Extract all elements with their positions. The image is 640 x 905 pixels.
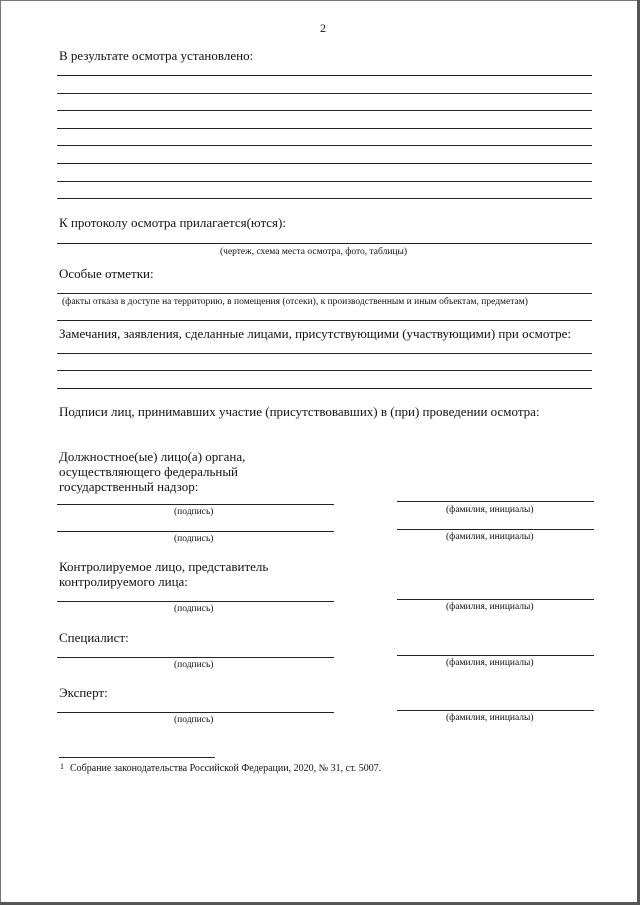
- special-notes-label: Особые отметки:: [59, 266, 154, 281]
- footnote-separator: [59, 757, 215, 758]
- page-number: 2: [320, 21, 326, 35]
- official-label-line-2: осуществляющего федеральный: [59, 464, 239, 479]
- results-line-8: [57, 198, 592, 199]
- results-label: В результате осмотра установлено:: [59, 48, 254, 63]
- special-notes-line-2: [57, 320, 592, 321]
- official-signature-line-2: [57, 531, 334, 532]
- results-line-6: [57, 163, 592, 164]
- controlled-label-line-1: Контролируемое лицо, представитель: [59, 559, 269, 574]
- official-signature-line-1: [57, 504, 334, 505]
- remarks-line-3: [57, 388, 592, 389]
- specialist-label: Специалист:: [59, 630, 129, 645]
- specialist-name-line: [397, 655, 594, 656]
- expert-name-line: [397, 710, 594, 711]
- signatures-label: Подписи лиц, принимавших участие (присутствовавших) в (при) проведении осмотра:: [59, 404, 540, 419]
- attachments-label: К протоколу осмотра прилагается(ются):: [59, 215, 286, 230]
- remarks-line-2: [57, 370, 592, 371]
- attachments-hint: (чертеж, схема места осмотра, фото, таблицы): [220, 247, 408, 257]
- controlled-label-line-2: контролируемого лица:: [59, 574, 188, 589]
- results-line-4: [57, 128, 592, 129]
- expert-label: Эксперт:: [59, 685, 108, 700]
- remarks-label: Замечания, заявления, сделанные лицами, присутствующими (участвующими) при осмотре:: [59, 326, 571, 341]
- official-label-line-1: Должностное(ые) лицо(а) органа,: [59, 449, 246, 464]
- official-name-line-2: [397, 529, 594, 530]
- name-hint: (фамилия, инициалы): [446, 602, 534, 612]
- name-hint: (фамилия, инициалы): [446, 713, 534, 723]
- controlled-name-line: [397, 599, 594, 600]
- footnote-text: Собрание законодательства Российской Федерации, 2020, № 31, ст. 5007.: [70, 763, 382, 774]
- special-notes-hint: (факты отказа в доступе на территорию, в помещения (отсеки), к производственным и иным объектам, предметам): [62, 297, 528, 307]
- name-hint: (фамилия, инициалы): [446, 532, 534, 542]
- signature-hint: (подпись): [174, 507, 214, 517]
- attachments-line: [57, 243, 592, 244]
- results-line-7: [57, 181, 592, 182]
- expert-signature-line: [57, 712, 334, 713]
- results-line-1: [57, 75, 592, 76]
- signature-hint: (подпись): [174, 715, 214, 725]
- special-notes-line: [57, 293, 592, 294]
- controlled-signature-line: [57, 601, 334, 602]
- name-hint: (фамилия, инициалы): [446, 658, 534, 668]
- results-line-3: [57, 110, 592, 111]
- results-line-5: [57, 145, 592, 146]
- specialist-signature-line: [57, 657, 334, 658]
- official-label-line-3: государственный надзор:: [59, 479, 199, 494]
- official-name-line-1: [397, 501, 594, 502]
- results-line-2: [57, 93, 592, 94]
- name-hint: (фамилия, инициалы): [446, 505, 534, 515]
- footnote-mark: 1: [60, 762, 64, 771]
- signature-hint: (подпись): [174, 604, 214, 614]
- remarks-line-1: [57, 353, 592, 354]
- signature-hint: (подпись): [174, 660, 214, 670]
- signature-hint: (подпись): [174, 534, 214, 544]
